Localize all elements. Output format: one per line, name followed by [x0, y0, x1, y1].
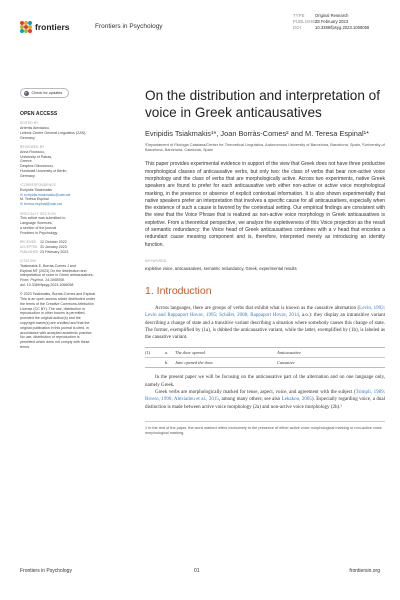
paragraph: Across languages, there are groups of verbs that exhibit what is known as the causative alternation (Levin, 1993; Levin and Rappaport Hovav, 1995; Schäfer, 2008; Rappaport Hovav, 2014, a.o.): they display an intransitive variant describing a change of state and a transitive variant describing a situation where somebody causes this change of state. The former, exemplified by (1a), is dubbed the anticausative variant, while the latter, exemplified by (1b), is labeled as the causative variant. — [145, 305, 385, 341]
article-title: On the distribution and interpretation of voice in Greek anticausatives — [145, 88, 381, 120]
frontiers-logo[interactable] — [20, 21, 69, 33]
keywords: expletive voice, anticausatives, semantic redundancy, Greek, experimental results — [145, 265, 297, 271]
frontiers-logo-icon — [20, 21, 32, 33]
example-row: b. Jane opened the door. Causative — [145, 357, 385, 367]
article-main — [145, 88, 385, 436]
article-meta — [293, 13, 369, 31]
article-sidebar — [20, 88, 120, 350]
page-number: 01 — [194, 568, 200, 574]
section-title: 1. Introduction — [145, 284, 212, 297]
footer-journal[interactable]: Frontiers in Psychology — [20, 568, 72, 574]
refresh-icon: ⟳ — [24, 90, 28, 95]
footnote: 1 In the rest of the paper, the word marked refers exclusively to the presence of either active voice morphological marking or non-active voice morphological marking. — [145, 421, 385, 436]
meta-doi[interactable]: DOI 10.3389/fpsyg.2023.1068058 — [293, 25, 370, 30]
example-row: (1) a. The door opened. Anticausative — [145, 350, 301, 356]
copyright: © 2023 Tsiakmakis, Borràs-Comes and Espinal. This is an open-access article distributed under the terms of the Creative Commons Attribution License (CC BY). The use, distribution or reproduction in other forums is permitted, provided the original author(s) and the copyright owner(s) are credited and that the original publication in this journal is cited, in accordance with accepted academic practice. No use, distribution or reproduction is permitted which does not comply with these terms. — [20, 292, 97, 349]
article-dates: RECEIVED 12 October 2022 ACCEPTED 31 January 2023 PUBLISHED 23 February 2023 — [20, 240, 69, 254]
author-affiliations: ¹Departament of Filologia Catalana/Center for Theoretical Linguistics, Autonomous University of Barcelona, Barcelona, Spain, ²University of Barcelona, Barcelona, Catalonia, Spain — [145, 142, 385, 153]
footer-site[interactable]: frontiersin.org — [349, 568, 380, 574]
reference-link[interactable]: Lekakou, 2005 — [281, 397, 312, 403]
reviewed-by: REVIEWED BY Anna Roussou, University of Patras, Greece Despina Oikonomou, Humboldt University of Berlin, Germany — [20, 144, 68, 178]
keywords-heading: KEYWORDS — [145, 258, 167, 263]
article-body — [145, 305, 385, 411]
paragraph: In the present paper we will be focusing on the anticausative part of the alternation and on one language only, namely Greek. — [145, 375, 385, 388]
example-table — [145, 347, 385, 368]
page-header — [0, 0, 400, 70]
check-for-updates-button[interactable]: ⟳ Check for updates — [20, 88, 69, 98]
article-authors: Evripidis Tsiakmakis¹*, Joan Borràs-Comes² and M. Teresa Espinal¹* — [145, 129, 369, 138]
paragraph: Greek verbs are morphologically marked for tense, aspect, voice, and agreement with the subject (Tsimpli, 1989; Rivero, 1990; Alexiadou et al., 2015, among many others; see also Lekakou, 2005). Especially regarding voice, a dual distinction is made between active voice morphology (2a) and non-active voice morphology (2b).¹ — [145, 390, 385, 410]
journal-link[interactable]: Frontiers in Psychology — [95, 23, 163, 30]
citation: CITATION Tsiakmakis E, Borràs-Comes J and Espinal MT (2023) On the distribution and interpretation of voice in Greek anticausatives. Front. Psychol. 14:1068058. doi: 10.3389/fpsyg.2023.1068058 — [20, 258, 94, 287]
meta-published: PUBLISHED23 February 2023 — [293, 19, 349, 24]
meta-type: TYPE Original Research — [293, 13, 349, 18]
reference-link[interactable]: Levin, 1993; Levin and Rappaport Hovav, 1995; Schäfer, 2008; Rappaport Hovav, 2014 — [145, 305, 385, 319]
specialty-section: SPECIALTY SECTION This article was submitted to Language Sciences, a section of the journal Frontiers in Psychology — [20, 211, 66, 235]
open-access-label: OPEN ACCESS — [20, 111, 58, 117]
logo-text: frontiers — [35, 22, 70, 32]
abstract: This paper provides experimental evidence in support of the view that Greek does not have three productive morphological classes of anticausative verbs, but only two: the class of verbs that bear non-active voice morphology and the class of verbs that are morphologically active. Across two experiments, native Greek speakers are found to prefer for each anticausative verb either non-active or active voice morphological marking, in the presence or absence of explicit contextual information. It is also shown experimentally that native speakers prefer an interpretation that involves a specific cause for all anticausatives, especially when the existence of such a cause is favored by the contextual setting. Our empirical findings are consistent with the view that the Voice Phrase that is realized as non-active voice morphology in Greek anticausatives is expletive. From a theoretical perspective, we analyze the expletiveness of this Voice projection as the result of semantic redundancy: the Voice head of Greek anticausatives combines with a v head that encodes a redundant cause meaning component and is, therefore, interpreted merely as introducing an identity function. — [145, 161, 385, 248]
reference-link[interactable]: Tsimpli, 1989; Rivero, 1990; Alexiadou et al., 2015 — [145, 390, 385, 403]
correspondence: *CORRESPONDENCE Evripidis Tsiakmakis ✉ evripidis.tsiakmakis@uab.cat M. Teresa Espinal ✉ teresa.espinal@uab.cat — [20, 183, 120, 207]
email-link[interactable]: ✉ teresa.espinal@uab.cat — [20, 202, 62, 207]
email-link[interactable]: ✉ evripidis.tsiakmakis@uab.cat — [20, 192, 71, 197]
edited-by: EDITED BY Artemis Alexiadou, Leibniz-Centre General Linguistics (ZAS), Germany — [20, 121, 87, 140]
